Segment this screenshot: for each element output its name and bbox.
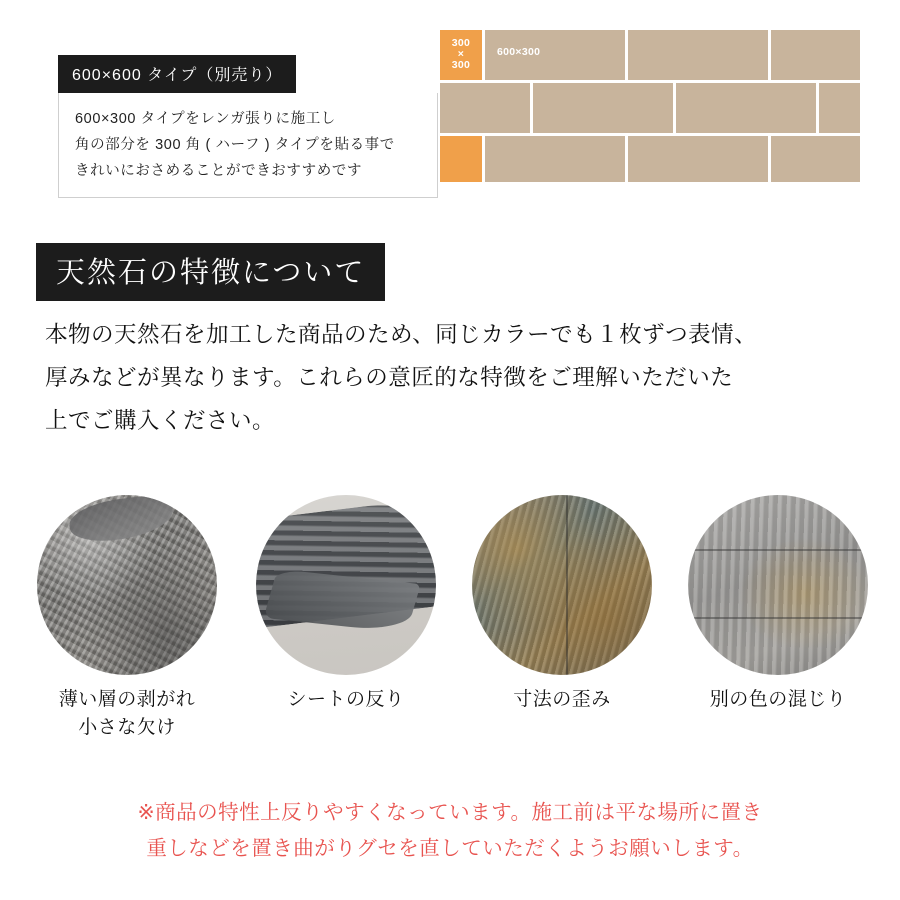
brick-layout-diagram [440, 30, 860, 182]
warning-notice-line: ※商品の特性上反りやすくなっています。施工前は平な場所に置き [137, 801, 763, 824]
diagram-full-tile [485, 30, 625, 80]
spec-body [58, 93, 438, 198]
lead-paragraph-line: 上でご購入ください。 [45, 408, 276, 433]
diagram-full-tile [819, 83, 860, 133]
lead-paragraph [45, 313, 875, 442]
diagram-full-tile [628, 136, 768, 182]
feature-item-thin-layer-peeling [27, 495, 227, 742]
diagram-half-tile-label: 300 × 300 [451, 37, 471, 71]
lead-paragraph-line: 厚みなどが異なります。これらの意匠的な特徴をご理解いただいた [45, 365, 734, 390]
feature-item-dimension-distortion [462, 495, 662, 714]
feature-caption-line: 別の色の混じり [709, 689, 847, 710]
stone-color-mix-photo [688, 495, 868, 675]
spec-title: 600×600 タイプ（別売り） [58, 55, 296, 93]
feature-item-sheet-warping [246, 495, 446, 714]
diagram-half-tile [440, 136, 482, 182]
diagram-full-tile [533, 83, 673, 133]
spec-line: きれいにおさめることができおすすめです [75, 163, 363, 179]
feature-gallery [0, 495, 900, 765]
warning-notice [0, 795, 900, 867]
feature-caption-line: 薄い層の剥がれ [58, 689, 196, 710]
spec-block [58, 55, 438, 198]
feature-caption-line: シートの反り [287, 689, 405, 710]
warning-notice-line: 重しなどを置き曲がりグセを直していただくようお願いします。 [146, 837, 754, 860]
spec-and-diagram-section [0, 0, 900, 205]
lead-paragraph-line: 本物の天然石を加工した商品のため、同じカラーでも１枚ずつ表情、 [45, 322, 758, 347]
diagram-full-tile [771, 136, 860, 182]
feature-caption-line: 小さな欠け [78, 717, 176, 738]
diagram-half-tile [440, 30, 482, 80]
spec-line: 600×300 タイプをレンガ張りに施工し [75, 111, 336, 127]
stone-peeling-photo [37, 495, 217, 675]
diagram-full-tile [485, 136, 625, 182]
stone-dimension-photo [472, 495, 652, 675]
diagram-full-tile-label: 600×300 [497, 46, 541, 58]
spec-line: 角の部分を 300 角 ( ハーフ ) タイプを貼る事で [75, 137, 395, 153]
diagram-full-tile [628, 30, 768, 80]
section-heading: 天然石の特徴について [36, 243, 385, 301]
diagram-full-tile [771, 30, 860, 80]
diagram-full-tile [676, 83, 816, 133]
diagram-full-tile [440, 83, 530, 133]
stone-sheet-warp-photo [256, 495, 436, 675]
feature-caption-line: 寸法の歪み [513, 689, 611, 710]
feature-item-color-mixing [678, 495, 878, 714]
